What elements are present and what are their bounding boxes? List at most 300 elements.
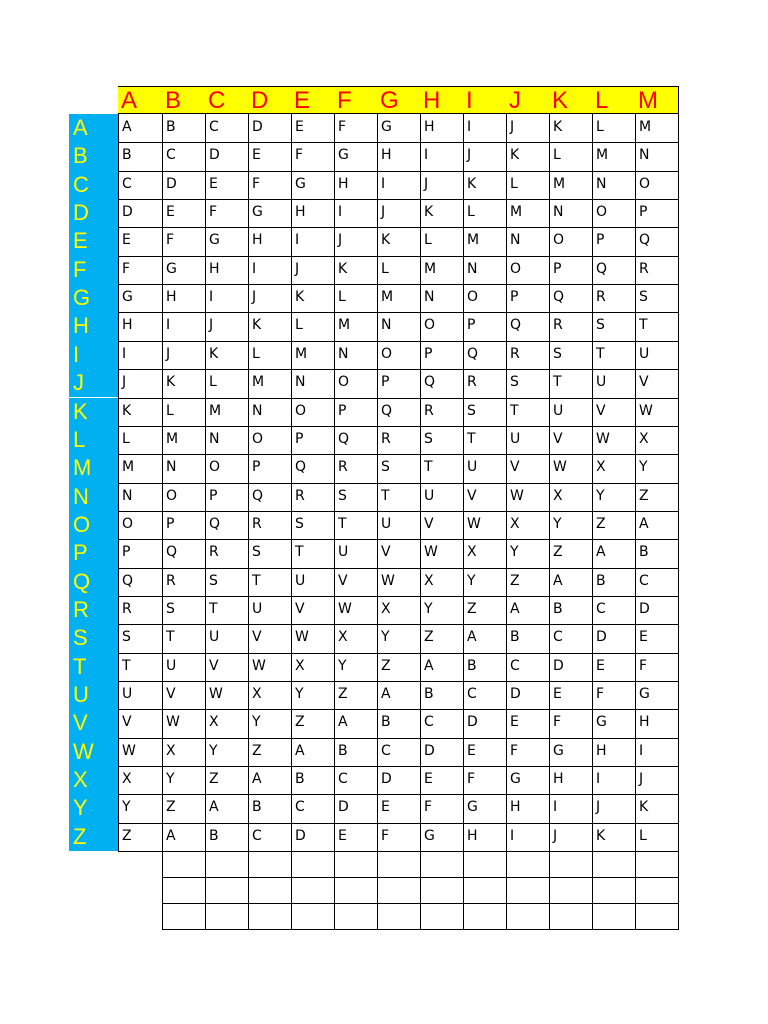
table-cell: U xyxy=(338,544,349,561)
table-cell: R xyxy=(424,402,434,419)
table-cell: T xyxy=(424,459,433,476)
empty-cell xyxy=(162,851,205,877)
table-cell: S xyxy=(166,600,175,617)
table-cell: B xyxy=(166,119,176,135)
empty-cell xyxy=(291,903,334,929)
table-cell: E xyxy=(639,629,648,646)
grid-hline xyxy=(118,341,679,342)
table-cell: M xyxy=(166,430,179,447)
grid-vline xyxy=(291,851,292,929)
table-cell: A xyxy=(510,600,520,617)
table-cell: U xyxy=(467,459,478,476)
table-cell: E xyxy=(338,827,347,844)
table-cell: L xyxy=(295,317,303,334)
grid-hline xyxy=(118,653,679,654)
table-cell: J xyxy=(381,204,386,221)
table-cell: C xyxy=(381,742,391,759)
table-cell: F xyxy=(122,260,131,277)
table-cell: I xyxy=(467,119,472,135)
table-cell: A xyxy=(553,572,563,589)
table-cell: B xyxy=(510,629,520,646)
table-cell: J xyxy=(596,799,601,816)
table-cell: P xyxy=(467,317,476,334)
table-cell: X xyxy=(166,742,176,759)
row-header: K xyxy=(69,398,118,426)
table-cell: K xyxy=(467,175,477,192)
table-cell: I xyxy=(122,345,127,362)
table-cell: T xyxy=(467,430,476,447)
table-cell: I xyxy=(381,175,386,192)
table-cell: F xyxy=(596,686,605,702)
table-cell: X xyxy=(338,629,348,646)
table-cell: B xyxy=(596,572,606,589)
table-cell: Q xyxy=(209,515,221,532)
table-cell: K xyxy=(596,827,606,844)
table-cell: U xyxy=(381,515,392,532)
grid-vline xyxy=(248,851,249,929)
table-cell: D xyxy=(639,600,650,617)
empty-cell xyxy=(334,903,377,929)
table-cell: A xyxy=(252,771,262,788)
grid-hline xyxy=(118,256,679,257)
table-cell: V xyxy=(596,402,606,419)
table-cell: Z xyxy=(381,657,391,674)
table-cell: K xyxy=(338,260,348,277)
table-cell: F xyxy=(381,827,390,844)
table-cell: L xyxy=(596,119,604,135)
grid-hline xyxy=(118,142,679,143)
table-cell: A xyxy=(295,742,305,759)
table-cell: T xyxy=(209,600,218,617)
table-cell: Q xyxy=(467,345,479,362)
grid-hline xyxy=(118,539,679,540)
table-cell: D xyxy=(424,742,435,759)
column-header: J xyxy=(506,86,549,114)
table-cell: W xyxy=(209,686,223,702)
table-cell: J xyxy=(295,260,300,277)
table-cell: J xyxy=(209,317,214,334)
table-cell: H xyxy=(553,771,564,788)
table-cell: N xyxy=(209,430,220,447)
table-cell: K xyxy=(510,147,520,164)
table-cell: M xyxy=(381,289,394,306)
table-cell: L xyxy=(381,260,389,277)
table-cell: O xyxy=(381,345,393,362)
table-cell: Q xyxy=(424,374,436,391)
table-cell: N xyxy=(338,345,349,362)
column-header: C xyxy=(205,86,248,114)
grid-vline xyxy=(463,851,464,929)
grid-hline xyxy=(118,511,679,512)
grid-hline xyxy=(118,312,679,313)
table-cell: J xyxy=(510,119,515,135)
table-cell: D xyxy=(510,686,521,702)
table-cell: F xyxy=(424,799,433,816)
grid-hline xyxy=(162,877,679,878)
table-cell: F xyxy=(209,204,218,221)
table-cell: O xyxy=(166,487,178,504)
table-cell: W xyxy=(381,572,395,589)
empty-cell xyxy=(162,877,205,903)
row-header: N xyxy=(69,483,118,511)
table-cell: W xyxy=(510,487,524,504)
table-cell: Y xyxy=(252,714,261,731)
row-header: A xyxy=(69,114,118,142)
table-cell: N xyxy=(639,147,650,164)
table-cell: C xyxy=(122,175,132,192)
table-cell: I xyxy=(510,827,515,844)
table-cell: X xyxy=(467,544,477,561)
table-cell: H xyxy=(252,232,263,249)
empty-cell xyxy=(506,851,549,877)
table-cell: Y xyxy=(381,629,390,646)
row-header: D xyxy=(69,199,118,227)
table-cell: S xyxy=(122,629,131,646)
table-cell: O xyxy=(252,430,264,447)
empty-cell xyxy=(377,851,420,877)
table-cell: K xyxy=(639,799,649,816)
table-cell: D xyxy=(338,799,349,816)
row-header: Z xyxy=(69,823,118,851)
row-header: E xyxy=(69,227,118,255)
table-cell: K xyxy=(424,204,434,221)
table-cell: X xyxy=(209,714,219,731)
table-cell: J xyxy=(467,147,472,164)
empty-cell xyxy=(549,877,592,903)
row-header: L xyxy=(69,426,118,454)
table-cell: G xyxy=(166,260,177,277)
table-cell: H xyxy=(639,714,650,731)
table-cell: P xyxy=(639,204,648,221)
grid-hline xyxy=(118,284,679,285)
empty-cell xyxy=(205,877,248,903)
grid-vline xyxy=(549,851,550,929)
row-header: G xyxy=(69,284,118,312)
row-header: S xyxy=(69,624,118,652)
table-cell: A xyxy=(122,119,132,135)
table-cell: W xyxy=(639,402,653,419)
table-cell: A xyxy=(467,629,477,646)
row-header: V xyxy=(69,709,118,737)
table-cell: B xyxy=(122,147,132,164)
table-cell: U xyxy=(209,629,220,646)
grid-vline xyxy=(334,851,335,929)
column-header: F xyxy=(334,86,377,114)
empty-cell xyxy=(506,877,549,903)
table-cell: M xyxy=(252,374,265,391)
table-cell: I xyxy=(553,799,558,816)
grid-hline xyxy=(118,369,679,370)
table-cell: N xyxy=(596,175,607,192)
table-cell: X xyxy=(553,487,563,504)
grid-hline xyxy=(118,738,679,739)
grid-hline xyxy=(118,171,679,172)
table-cell: W xyxy=(553,459,567,476)
table-cell: L xyxy=(338,289,346,306)
table-cell: S xyxy=(510,374,519,391)
table-cell: I xyxy=(209,289,214,306)
table-cell: P xyxy=(381,374,390,391)
table-cell: O xyxy=(295,402,307,419)
table-cell: A xyxy=(639,515,649,532)
table-cell: W xyxy=(252,657,266,674)
table-cell: T xyxy=(166,629,175,646)
table-cell: G xyxy=(295,175,306,192)
table-cell: Q xyxy=(166,544,178,561)
table-cell: L xyxy=(639,827,647,844)
table-cell: B xyxy=(381,714,391,731)
table-cell: G xyxy=(424,827,435,844)
table-cell: Z xyxy=(252,742,262,759)
table-cell: T xyxy=(553,374,562,391)
table-cell: C xyxy=(166,147,176,164)
table-cell: R xyxy=(166,572,176,589)
table-cell: U xyxy=(639,345,650,362)
table-cell: Z xyxy=(639,487,649,504)
table-cell: R xyxy=(122,600,132,617)
table-cell: Z xyxy=(338,686,348,702)
column-header: E xyxy=(291,86,334,114)
table-cell: I xyxy=(639,742,644,759)
table-cell: I xyxy=(295,232,300,249)
table-cell: Z xyxy=(166,799,176,816)
grid-hline xyxy=(118,483,679,484)
table-cell: K xyxy=(252,317,262,334)
row-header: P xyxy=(69,539,118,567)
table-cell: B xyxy=(553,600,563,617)
table-cell: L xyxy=(424,232,432,249)
row-header: I xyxy=(69,341,118,369)
table-cell: D xyxy=(122,204,133,221)
table-cell: L xyxy=(209,374,217,391)
table-cell: C xyxy=(596,600,606,617)
table-cell: B xyxy=(338,742,348,759)
grid-hline xyxy=(162,903,679,904)
table-cell: Q xyxy=(596,260,608,277)
table-cell: H xyxy=(338,175,349,192)
table-cell: Q xyxy=(639,232,651,249)
table-cell: V xyxy=(639,374,649,391)
table-cell: R xyxy=(510,345,520,362)
column-header: H xyxy=(420,86,463,114)
table-cell: S xyxy=(338,487,347,504)
table-cell: S xyxy=(467,402,476,419)
table-cell: A xyxy=(424,657,434,674)
row-header: U xyxy=(69,681,118,709)
table-cell: Q xyxy=(338,430,350,447)
table-cell: G xyxy=(553,742,564,759)
table-cell: D xyxy=(209,147,220,164)
table-cell: E xyxy=(424,771,433,788)
table-cell: F xyxy=(295,147,304,164)
grid-hline xyxy=(118,568,679,569)
table-cell: U xyxy=(252,600,263,617)
table-cell: M xyxy=(295,345,308,362)
table-cell: G xyxy=(122,289,133,306)
table-cell: O xyxy=(553,232,565,249)
table-cell: C xyxy=(510,657,520,674)
row-header: Q xyxy=(69,568,118,596)
table-cell: S xyxy=(596,317,605,334)
table-cell: P xyxy=(122,544,131,561)
grid-vline xyxy=(678,851,679,929)
table-cell: I xyxy=(596,771,601,788)
table-cell: V xyxy=(510,459,520,476)
grid-hline xyxy=(118,398,679,399)
table-cell: I xyxy=(424,147,429,164)
table-cell: F xyxy=(467,771,476,788)
table-cell: Q xyxy=(122,572,134,589)
table-cell: Y xyxy=(553,515,562,532)
table-cell: Y xyxy=(122,799,131,816)
table-cell: X xyxy=(381,600,391,617)
table-cell: P xyxy=(553,260,562,277)
table-cell: V xyxy=(252,629,262,646)
table-cell: J xyxy=(252,289,257,306)
grid-vline xyxy=(162,851,163,929)
grid-vline xyxy=(592,851,593,929)
table-cell: W xyxy=(424,544,438,561)
grid-hline xyxy=(118,681,679,682)
table-cell: I xyxy=(166,317,171,334)
table-cell: E xyxy=(467,742,476,759)
table-cell: U xyxy=(295,572,306,589)
table-cell: O xyxy=(424,317,436,334)
table-cell: Y xyxy=(424,600,433,617)
table-cell: N xyxy=(424,289,435,306)
table-cell: F xyxy=(338,119,347,135)
table-cell: S xyxy=(639,289,648,306)
table-cell: H xyxy=(166,289,177,306)
row-header: W xyxy=(69,738,118,766)
table-cell: P xyxy=(252,459,261,476)
table-cell: X xyxy=(252,686,262,702)
table-cell: A xyxy=(338,714,348,731)
table-cell: N xyxy=(166,459,177,476)
table-cell: H xyxy=(596,742,607,759)
table-cell: G xyxy=(596,714,607,731)
table-cell: V xyxy=(467,487,477,504)
table-cell: K xyxy=(295,289,305,306)
table-cell: F xyxy=(252,175,261,192)
table-cell: J xyxy=(338,232,343,249)
table-cell: V xyxy=(166,686,176,702)
table-cell: O xyxy=(209,459,221,476)
table-cell: D xyxy=(166,175,177,192)
table-cell: V xyxy=(122,714,132,731)
table-cell: R xyxy=(553,317,563,334)
table-cell: W xyxy=(295,629,309,646)
table-cell: P xyxy=(295,430,304,447)
table-cell: H xyxy=(510,799,521,816)
grid-hline xyxy=(118,624,679,625)
empty-cell xyxy=(506,903,549,929)
table-cell: P xyxy=(166,515,175,532)
empty-cell xyxy=(635,877,678,903)
table-cell: E xyxy=(510,714,519,731)
table-cell: I xyxy=(252,260,257,277)
grid-hline xyxy=(118,596,679,597)
empty-cell xyxy=(549,903,592,929)
table-cell: D xyxy=(596,629,607,646)
table-cell: Z xyxy=(510,572,520,589)
table-cell: M xyxy=(209,402,222,419)
table-cell: G xyxy=(639,686,650,702)
empty-cell xyxy=(592,877,635,903)
row-header: R xyxy=(69,596,118,624)
row-header: F xyxy=(69,256,118,284)
table-cell: R xyxy=(338,459,348,476)
table-cell: A xyxy=(209,799,219,816)
table-cell: G xyxy=(252,204,263,221)
table-cell: Z xyxy=(467,600,477,617)
table-cell: T xyxy=(338,515,347,532)
table-cell: E xyxy=(295,119,304,135)
table-cell: B xyxy=(209,827,219,844)
table-cell: P xyxy=(424,345,433,362)
column-header: K xyxy=(549,86,592,114)
table-cell: M xyxy=(596,147,609,164)
table-cell: O xyxy=(639,175,651,192)
table-cell: L xyxy=(122,430,130,447)
empty-cell xyxy=(377,877,420,903)
row-header: H xyxy=(69,312,118,340)
table-cell: H xyxy=(122,317,133,334)
table-cell: R xyxy=(467,374,477,391)
table-cell: X xyxy=(424,572,434,589)
table-cell: R xyxy=(209,544,219,561)
table-cell: I xyxy=(338,204,343,221)
empty-cell xyxy=(162,903,205,929)
table-cell: T xyxy=(122,657,131,674)
grid-vline xyxy=(205,851,206,929)
table-cell: L xyxy=(252,345,260,362)
table-cell: K xyxy=(209,345,219,362)
empty-cell xyxy=(463,903,506,929)
table-cell: S xyxy=(295,515,304,532)
empty-cell xyxy=(334,851,377,877)
table-cell: E xyxy=(122,232,131,249)
empty-cell xyxy=(635,851,678,877)
table-cell: X xyxy=(295,657,305,674)
table-cell: E xyxy=(553,686,562,702)
table-cell: H xyxy=(467,827,478,844)
empty-cell xyxy=(291,877,334,903)
table-cell: V xyxy=(381,544,391,561)
table-cell: O xyxy=(338,374,350,391)
row-header: C xyxy=(69,171,118,199)
table-cell: X xyxy=(596,459,606,476)
table-cell: U xyxy=(510,430,521,447)
table-cell: Z xyxy=(122,827,132,844)
row-header: O xyxy=(69,511,118,539)
grid-vline xyxy=(506,851,507,929)
grid-hline xyxy=(118,199,679,200)
table-cell: F xyxy=(510,742,519,759)
table-cell: W xyxy=(122,742,136,759)
table-cell: G xyxy=(338,147,349,164)
grid-hline xyxy=(118,426,679,427)
table-cell: F xyxy=(166,232,175,249)
table-cell: N xyxy=(467,260,478,277)
table-cell: S xyxy=(553,345,562,362)
table-cell: Y xyxy=(510,544,519,561)
empty-cell xyxy=(248,851,291,877)
table-cell: C xyxy=(424,714,434,731)
table-cell: E xyxy=(166,204,175,221)
table-cell: M xyxy=(338,317,351,334)
empty-cell xyxy=(420,877,463,903)
